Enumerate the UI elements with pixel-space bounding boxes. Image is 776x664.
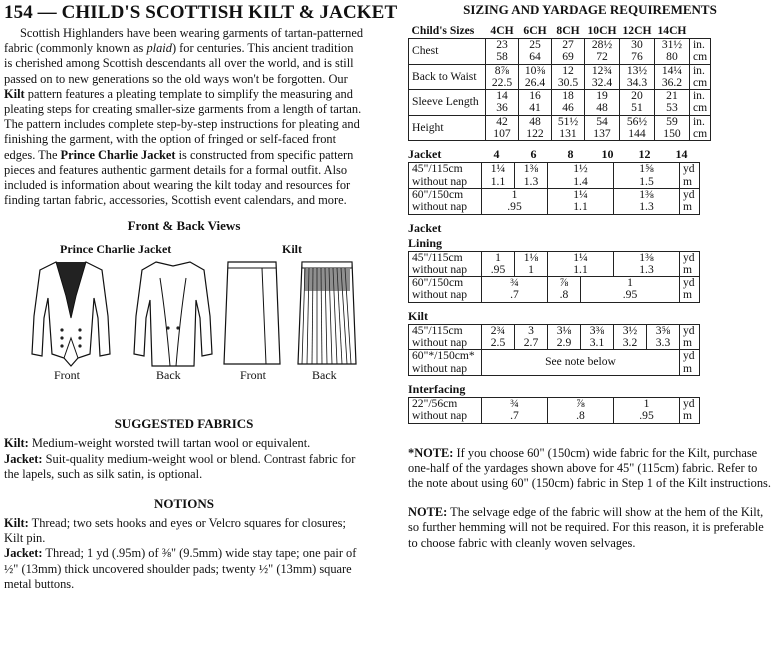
yardage-m: .95 — [639, 409, 654, 423]
value-in: 13½ — [626, 63, 648, 77]
yardage-value — [647, 324, 680, 350]
unit-in: in. — [692, 63, 705, 77]
text-run: Kilt — [4, 86, 25, 101]
sizes-row — [409, 115, 711, 141]
yardage-m: 1.3 — [639, 262, 654, 276]
yardage-row — [409, 277, 700, 303]
yardage-value — [482, 163, 515, 189]
measurement-value — [552, 64, 585, 90]
value-cm: 80 — [666, 50, 678, 64]
kilt-label: Kilt — [282, 242, 302, 257]
yardage-value — [515, 163, 548, 189]
unit-cm: cm — [692, 101, 708, 115]
yardage-yd: 2¾ — [490, 323, 506, 337]
measurement-value — [552, 115, 585, 141]
yardage-m: 3.1 — [589, 336, 605, 350]
value-cm: 46 — [562, 101, 574, 115]
yardage-row — [409, 350, 700, 376]
text-run: If you choose 60" (150cm) wide fabric for the Kilt, purchase one-half of the yardages shown above for 45" (115cm) fabric. Refer to the note about using 60" (150cm) fabric in Step 1 of the Kilt instructions. — [408, 445, 771, 490]
value-in: 10⅜ — [524, 63, 546, 77]
yardage-units — [680, 163, 700, 189]
value-cm: 36.2 — [661, 75, 683, 89]
measurement-value — [654, 115, 689, 141]
lining-yardage-table — [408, 251, 700, 303]
text-run: plaid — [146, 41, 172, 56]
jacket-label: Prince Charlie Jacket — [60, 242, 172, 257]
value-in: 19 — [596, 89, 608, 103]
caption-kilt-back: Back — [312, 368, 337, 383]
yardage-m: 1.3 — [523, 174, 539, 188]
yardage-yd: 3 — [528, 323, 534, 337]
yardage-yd: ⅞ — [559, 276, 569, 290]
unit-in: in. — [692, 38, 705, 51]
measurement-value — [486, 90, 519, 116]
value-cm: 122 — [526, 127, 544, 141]
unit-m: m — [683, 200, 693, 214]
yardage-m: 1.1 — [573, 200, 588, 214]
value-in: 21 — [666, 89, 678, 103]
unit-yd: yd — [683, 323, 695, 337]
nap-label: without nap — [412, 336, 468, 350]
interfacing-yardage-table — [408, 397, 700, 424]
measurement-value — [486, 115, 519, 141]
fabric-width — [409, 324, 482, 350]
kilt-front-illustration — [222, 260, 282, 368]
text-run: Kilt: — [4, 436, 29, 451]
measurement-units — [689, 90, 710, 116]
value-cm: 32.4 — [591, 75, 613, 89]
jacket-yardage-section — [408, 147, 772, 214]
nap-label: without nap — [412, 409, 468, 423]
fabric-width — [409, 163, 482, 189]
yardage-row — [409, 163, 700, 189]
sizes-row — [409, 90, 711, 116]
text-run: Medium-weight worsted twill tartan wool or equivalent. — [28, 436, 311, 451]
yardage-m: 1.5 — [639, 174, 654, 188]
unit-yd: yd — [683, 162, 695, 176]
sizing-title: SIZING AND YARDAGE REQUIREMENTS — [463, 2, 717, 17]
value-cm: 58 — [496, 50, 508, 64]
nap-label: without nap — [412, 288, 468, 302]
value-in: 51½ — [557, 114, 579, 128]
measurement-value — [619, 90, 654, 116]
yardage-m: 1 — [528, 262, 534, 276]
suggested-fabrics-section — [4, 416, 364, 482]
value-cm: 22.5 — [491, 75, 513, 89]
yardage-yd: ⅞ — [576, 396, 585, 410]
unit-header — [689, 24, 710, 39]
text-run: ) for centuries. This ancient tradition is cherished among Scottish descendants all over the world, and is still passed on to new generations so the old ways won't be forgotten. Our — [4, 41, 354, 86]
unit-m: m — [683, 336, 693, 350]
yardage-units — [680, 324, 700, 350]
size-column-header: 12CH — [622, 24, 652, 37]
measurement-value — [552, 90, 585, 116]
jacket-back-illustration — [130, 258, 216, 368]
measurement-value — [654, 39, 689, 65]
yardage-yd: 1¼ — [573, 250, 588, 264]
unit-yd: yd — [683, 396, 695, 410]
yardage-value — [614, 251, 680, 277]
yardage-yd: 3⅛ — [556, 323, 572, 337]
yardage-yd: 1¼ — [573, 187, 588, 201]
yardage-m: .95 — [490, 262, 506, 276]
yardage-row — [409, 251, 700, 277]
value-cm: 64 — [529, 50, 541, 64]
measurement-value — [585, 64, 620, 90]
kilt-yardage-table — [408, 324, 700, 376]
note-60-inch — [408, 446, 772, 492]
value-cm: 72 — [596, 50, 608, 64]
jacket-size-col: 8 — [567, 147, 574, 162]
measurement-value — [486, 39, 519, 65]
intro-paragraph — [4, 26, 364, 208]
size-column-header: 8CH — [556, 24, 580, 37]
unit-m: m — [683, 174, 693, 188]
jacket-size-col: 6 — [530, 147, 537, 162]
sizes-table — [408, 24, 711, 141]
text-run: Prince Charlie Jacket — [60, 147, 176, 162]
notions-section — [4, 496, 364, 592]
fabric-width — [409, 277, 482, 303]
unit-yd: yd — [683, 187, 695, 201]
value-in: 20 — [631, 89, 643, 103]
yardage-yd: 1½ — [573, 162, 588, 176]
value-in: 42 — [496, 114, 508, 128]
yardage-value — [482, 277, 548, 303]
text-run: is constructed from specific pattern pieces and features authentic garment details for a formal outfit. Also included is information about wearing the kilt today and resources for finding tartan fabric, accessories, Scottish event calendars, and more. — [4, 147, 354, 208]
fabric-jacket — [4, 452, 364, 482]
yardage-yd: ¾ — [510, 276, 519, 290]
unit-m: m — [683, 409, 693, 423]
yardage-yd: 3⅝ — [655, 323, 671, 337]
unit-m: m — [683, 361, 693, 375]
unit-in: in. — [692, 89, 705, 103]
caption-jacket-back: Back — [156, 368, 181, 383]
value-in: 48 — [529, 114, 541, 128]
measurement-value — [519, 115, 552, 141]
value-cm: 30.5 — [557, 75, 579, 89]
value-in: 12 — [562, 63, 574, 77]
yardage-m: .95 — [622, 288, 638, 302]
fabrics-title: SUGGESTED FABRICS — [114, 416, 254, 432]
value-in: 16 — [529, 89, 541, 103]
yardage-units — [680, 397, 700, 423]
yardage-yd: 1 — [643, 396, 650, 410]
value-in: 14¼ — [661, 63, 683, 77]
measurement-value — [519, 64, 552, 90]
see-note-cell: See note below — [482, 350, 680, 376]
text-run: Jacket: — [4, 451, 43, 466]
value-in: 30 — [631, 38, 643, 51]
value-in: 8⅞ — [494, 63, 510, 77]
jacket-size-col: 10 — [601, 147, 614, 162]
text-run: Jacket: — [4, 546, 43, 561]
value-cm: 107 — [493, 127, 511, 141]
measurement-units — [689, 115, 710, 141]
nap-label: without nap — [412, 200, 468, 214]
yardage-yd: 1⅜ — [523, 162, 539, 176]
jacket-size-col: 14 — [675, 147, 688, 162]
sizes-row — [409, 39, 711, 65]
value-cm: 53 — [666, 101, 678, 115]
fabric-kilt — [4, 436, 364, 451]
value-cm: 36 — [496, 101, 508, 115]
fabric-width-value: 22"/56cm — [412, 396, 458, 410]
yardage-value — [548, 277, 581, 303]
yardage-value — [482, 251, 515, 277]
jacket-yardage-table — [408, 162, 700, 214]
interfacing-title: Interfacing — [408, 381, 466, 396]
fabric-width — [409, 350, 482, 376]
nap-label: without nap — [412, 361, 468, 375]
caption-kilt-front: Front — [240, 368, 267, 383]
measurement-label: Sleeve Length — [409, 90, 486, 116]
yardage-yd: 1⅝ — [639, 162, 654, 176]
kilt-yardage-section — [408, 309, 772, 376]
yardage-value — [548, 188, 614, 214]
measurement-units — [689, 39, 710, 65]
yardage-yd: 1 — [511, 187, 518, 201]
yardage-value — [548, 324, 581, 350]
nap-label: without nap — [412, 262, 468, 276]
yardage-value — [614, 397, 680, 423]
jacket-title: Jacket — [408, 147, 442, 162]
yardage-value — [548, 163, 614, 189]
text-run: NOTE: — [408, 505, 448, 520]
fabric-width-value: 45"/115cm — [412, 162, 463, 176]
front-back-views — [4, 218, 364, 402]
measurement-value — [654, 64, 689, 90]
yardage-m: .8 — [559, 288, 569, 302]
yardage-value — [548, 397, 614, 423]
text-run: Thread; two sets hooks and eyes or Velcro squares for closures; Kilt pin. — [4, 516, 346, 546]
fabric-width — [409, 188, 482, 214]
text-run: Thread; 1 yd (.95m) of ⅜" (9.5mm) wide stay tape; one pair of ½" (13mm) thick uncovered shoulder pads; twenty ½" (13mm) square metal buttons. — [4, 546, 357, 591]
value-in: 23 — [496, 38, 508, 51]
unit-m: m — [683, 288, 693, 302]
value-in: 54 — [596, 114, 608, 128]
measurement-value — [585, 115, 620, 141]
yardage-yd: 1⅜ — [639, 250, 654, 264]
yardage-yd: 1¼ — [490, 162, 506, 176]
yardage-m: .8 — [576, 409, 585, 423]
measurement-value — [619, 39, 654, 65]
lining-yardage-section — [408, 221, 772, 303]
yardage-m: 3.2 — [622, 336, 638, 350]
unit-cm: cm — [692, 50, 708, 64]
fabric-width-value: 60"/150cm — [412, 276, 464, 290]
value-in: 25 — [529, 38, 541, 51]
unit-cm: cm — [692, 127, 708, 141]
yardage-value — [515, 324, 548, 350]
yardage-m: 1.1 — [573, 262, 588, 276]
page-title: 154 — CHILD'S SCOTTISH KILT & JACKET — [4, 2, 398, 23]
yardage-m: 1.1 — [490, 174, 506, 188]
measurement-value — [552, 39, 585, 65]
yardage-value — [581, 277, 680, 303]
unit-cm: cm — [692, 75, 708, 89]
yardage-yd: 1 — [495, 250, 501, 264]
yardage-value — [614, 163, 680, 189]
size-column-header: 10CH — [587, 24, 617, 37]
yardage-value — [515, 251, 548, 277]
yardage-m: 1.3 — [639, 200, 654, 214]
yardage-value — [614, 324, 647, 350]
yardage-row — [409, 397, 700, 423]
fabric-width — [409, 251, 482, 277]
caption-jacket-front: Front — [54, 368, 81, 383]
value-cm: 69 — [562, 50, 574, 64]
yardage-m: 2.9 — [556, 336, 572, 350]
value-in: 28½ — [591, 38, 613, 51]
value-cm: 41 — [529, 101, 541, 115]
yardage-tables — [408, 147, 772, 423]
yardage-yd: 3½ — [622, 323, 638, 337]
yardage-yd: 1⅜ — [639, 187, 654, 201]
views-title: Front & Back Views — [127, 218, 241, 234]
value-cm: 26.4 — [524, 75, 546, 89]
value-in: 12¾ — [591, 63, 613, 77]
text-run: Suit-quality medium-weight wool or blend. Contrast fabric for the lapels, such as silk satin, is optional. — [4, 451, 356, 481]
yardage-m: 2.5 — [490, 336, 506, 350]
fabric-width-value: 60"*/150cm* — [412, 349, 475, 363]
value-cm: 76 — [631, 50, 643, 64]
measurement-label: Back to Waist — [409, 64, 486, 90]
value-in: 27 — [562, 38, 574, 51]
lining-title: Jacket Lining — [408, 220, 443, 250]
measurement-value — [519, 39, 552, 65]
measurement-value — [585, 90, 620, 116]
unit-in: in. — [692, 114, 705, 128]
unit-yd: yd — [683, 250, 695, 264]
unit-yd: yd — [683, 276, 695, 290]
size-column-header: 4CH — [490, 24, 514, 37]
yardage-units — [680, 350, 700, 376]
yardage-m: 2.7 — [523, 336, 539, 350]
value-cm: 150 — [663, 127, 681, 141]
yardage-yd: 1 — [627, 276, 633, 290]
jacket-size-col: 12 — [638, 147, 651, 162]
text-run: *NOTE: — [408, 445, 454, 460]
notions-title: NOTIONS — [154, 496, 214, 512]
yardage-m: .7 — [510, 409, 519, 423]
measurement-value — [486, 64, 519, 90]
yardage-yd: 1⅛ — [523, 250, 539, 264]
value-in: 59 — [666, 114, 678, 128]
measurement-value — [585, 39, 620, 65]
yardage-m: .7 — [510, 288, 519, 302]
yardage-yd: 3⅜ — [589, 323, 605, 337]
yardage-value — [482, 324, 515, 350]
text-run: Kilt: — [4, 516, 29, 531]
yardage-value — [581, 324, 614, 350]
text-run: The selvage edge of the fabric will show at the hem of the Kilt, so further hemming will not be required. For this reason, it is preferable to choose fabric with cleanly woven selvages. — [408, 505, 764, 550]
notions-kilt — [4, 516, 364, 546]
yardage-m: 1.4 — [573, 174, 588, 188]
note-selvage — [408, 505, 772, 551]
yardage-value — [482, 397, 548, 423]
fabric-width — [409, 397, 482, 423]
fabric-width-value: 45"/115cm — [412, 323, 463, 337]
value-in: 18 — [562, 89, 574, 103]
yardage-units — [680, 277, 700, 303]
value-cm: 144 — [628, 127, 646, 141]
unit-yd: yd — [683, 349, 695, 363]
value-in: 14 — [496, 89, 508, 103]
notions-jacket — [4, 546, 364, 592]
measurement-value — [519, 90, 552, 116]
size-column-header: 14CH — [657, 24, 687, 37]
text-run: Scottish Highlanders have been wearing garments of tartan-patterned fabric (commonly known as — [4, 26, 364, 56]
value-in: 31½ — [661, 38, 683, 51]
right-column — [408, 2, 772, 551]
value-cm: 131 — [559, 127, 577, 141]
fabric-width-value: 60"/150cm — [412, 187, 464, 201]
value-cm: 51 — [631, 101, 643, 115]
yardage-units — [680, 251, 700, 277]
jacket-size-col: 4 — [493, 147, 500, 162]
value-cm: 34.3 — [626, 75, 648, 89]
measurement-value — [619, 115, 654, 141]
yardage-value — [482, 188, 548, 214]
text-run: pattern features a pleating template to simplify the measuring and pleating steps for creating smaller-size garments from a length of tartan. The pattern includes complete step-by-step instructions for pleating and finishing the garment, with the option of fringed or self-faced front edges. The — [4, 86, 362, 162]
yardage-m: .95 — [507, 200, 522, 214]
measurement-label: Height — [409, 115, 486, 141]
sizes-header-label: Child's Sizes — [411, 24, 475, 37]
measurement-value — [654, 90, 689, 116]
fabric-width-value: 45"/115cm — [412, 250, 463, 264]
kilt-title: Kilt — [408, 308, 428, 323]
nap-label: without nap — [412, 174, 468, 188]
measurement-units — [689, 64, 710, 90]
yardage-value — [614, 188, 680, 214]
measurement-label: Chest — [409, 39, 486, 65]
kilt-back-illustration — [296, 260, 358, 368]
value-in: 56½ — [626, 114, 648, 128]
yardage-row — [409, 188, 700, 214]
yardage-row — [409, 324, 700, 350]
value-cm: 137 — [593, 127, 611, 141]
unit-m: m — [683, 262, 693, 276]
value-cm: 48 — [596, 101, 608, 115]
yardage-yd: ¾ — [510, 396, 519, 410]
sizes-row — [409, 64, 711, 90]
yardage-value — [548, 251, 614, 277]
jacket-front-illustration — [28, 258, 114, 368]
left-column — [4, 2, 398, 592]
yardage-units — [680, 188, 700, 214]
size-column-header: 6CH — [523, 24, 547, 37]
yardage-m: 3.3 — [655, 336, 671, 350]
measurement-value — [619, 64, 654, 90]
interfacing-yardage-section — [408, 382, 772, 424]
